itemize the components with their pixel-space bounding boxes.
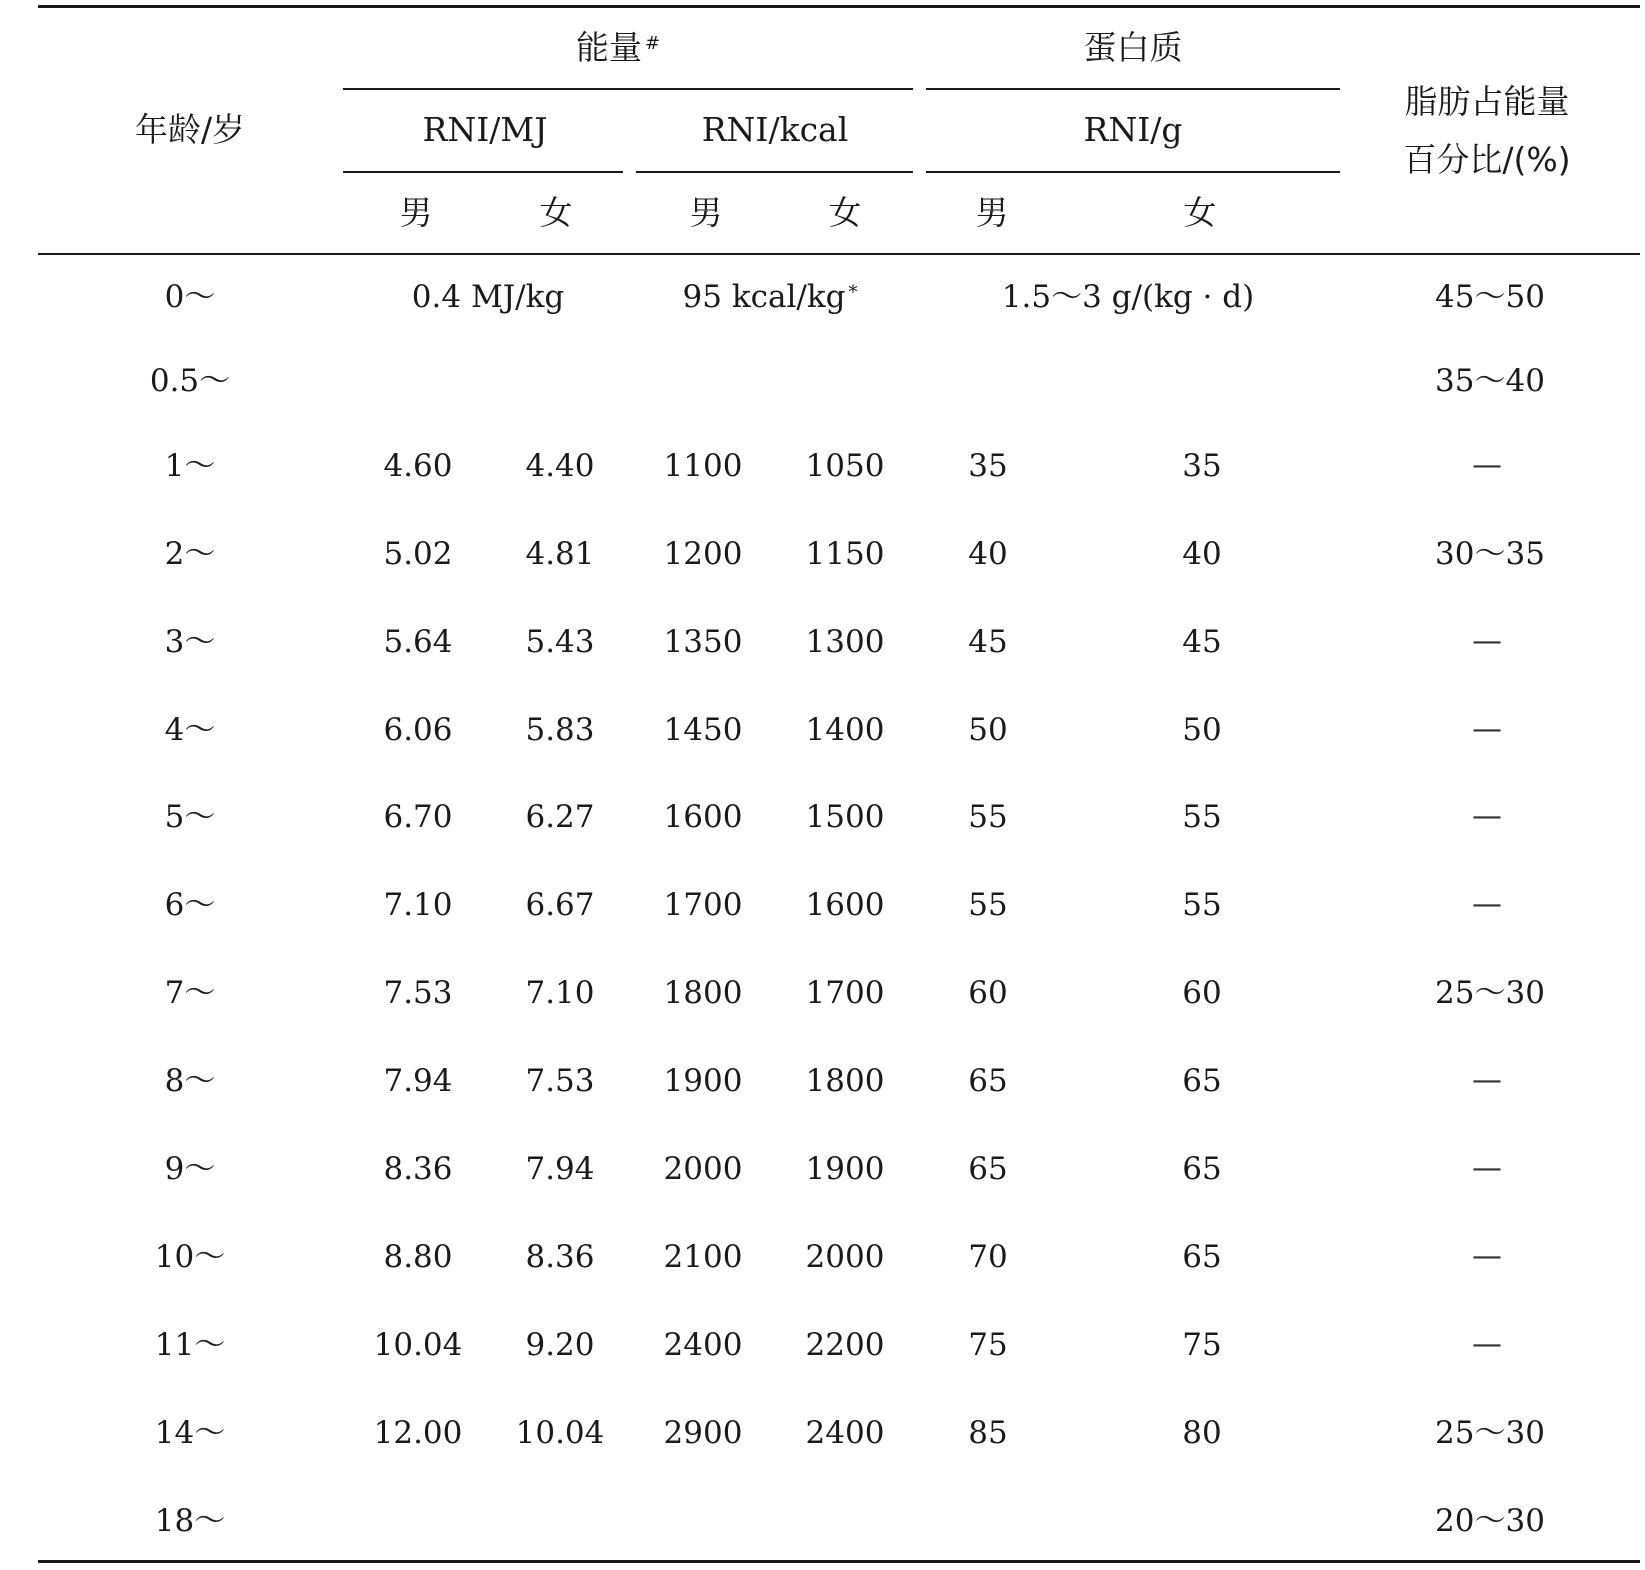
mj-female-cell: 8.36	[525, 1239, 595, 1275]
mj-female-cell: 6.67	[525, 887, 595, 923]
age-cell: 5～	[164, 799, 216, 835]
g-female-cell: 55	[1182, 887, 1222, 923]
header-bottom-rule	[38, 253, 1640, 255]
age-header: 年龄/岁	[134, 110, 246, 149]
mj-male-cell: 6.06	[383, 712, 453, 748]
span-kcal-per-kg	[683, 277, 858, 317]
age-cell: 0.5～	[149, 363, 231, 399]
age-cell: 18～	[154, 1503, 226, 1539]
energy-footnote-mark: #	[644, 33, 661, 54]
fat-cell: —	[1472, 799, 1508, 834]
rni-mj-header: RNI/MJ	[422, 110, 548, 149]
mj-female-cell: 6.27	[525, 799, 595, 835]
kcal-female-cell: 1500	[805, 799, 885, 835]
rni-g-header: RNI/g	[1083, 110, 1183, 149]
kcal-female-cell: 1700	[805, 975, 885, 1011]
fat-cell: 35～40	[1435, 363, 1545, 399]
g-female-cell: 55	[1182, 799, 1222, 835]
kcal-female-cell: 1050	[805, 448, 885, 484]
mj-female-cell: 9.20	[525, 1327, 595, 1363]
age-cell: 2～	[164, 536, 216, 572]
g-female-cell: 40	[1182, 536, 1222, 572]
age-cell: 0～	[164, 279, 216, 315]
age-cell: 14～	[154, 1415, 226, 1451]
g-female-cell: 35	[1182, 448, 1222, 484]
age-cell: 11～	[154, 1327, 226, 1363]
kcal-female-cell: 1400	[805, 712, 885, 748]
age-cell: 7～	[164, 975, 216, 1011]
kcal-male-cell: 2100	[663, 1239, 743, 1275]
kcal-footnote-mark: *	[848, 282, 858, 303]
age-cell: 6～	[164, 887, 216, 923]
g-female-cell: 50	[1182, 712, 1222, 748]
protein-group-rule	[926, 88, 1340, 90]
kcal-male-header: 男	[689, 193, 723, 232]
fat-cell: 25～30	[1435, 975, 1545, 1011]
mj-female-cell: 5.83	[525, 712, 595, 748]
g-male-cell: 85	[968, 1415, 1008, 1451]
age-cell: 10～	[154, 1239, 226, 1275]
g-female-header: 女	[1183, 193, 1217, 232]
g-male-cell: 75	[968, 1327, 1008, 1363]
mj-male-cell: 10.04	[373, 1327, 463, 1363]
span-protein-per-kg: 1.5～3 g/(kg · d)	[1001, 279, 1255, 315]
kcal-male-cell: 2000	[663, 1151, 743, 1187]
kcal-male-cell: 2400	[663, 1327, 743, 1363]
rni-mj-rule	[343, 171, 623, 173]
mj-female-cell: 4.40	[525, 448, 595, 484]
g-male-cell: 40	[968, 536, 1008, 572]
g-female-cell: 80	[1182, 1415, 1222, 1451]
fat-header-line2: 百分比/(%)	[1403, 140, 1571, 179]
mj-male-cell: 7.94	[383, 1063, 453, 1099]
g-male-cell: 55	[968, 887, 1008, 923]
mj-male-header: 男	[399, 193, 433, 232]
age-cell: 3～	[164, 624, 216, 660]
mj-female-header: 女	[539, 193, 573, 232]
mj-male-cell: 4.60	[383, 448, 453, 484]
age-cell: 1～	[164, 448, 216, 484]
kcal-female-cell: 2200	[805, 1327, 885, 1363]
age-cell: 4～	[164, 712, 216, 748]
kcal-female-cell: 1600	[805, 887, 885, 923]
g-male-header: 男	[975, 193, 1009, 232]
mj-male-cell: 5.02	[383, 536, 453, 572]
rni-g-rule	[926, 171, 1340, 173]
fat-cell: —	[1472, 1063, 1508, 1098]
fat-cell: —	[1472, 712, 1508, 747]
fat-header-line1: 脂肪占能量	[1404, 82, 1570, 121]
kcal-female-cell: 1800	[805, 1063, 885, 1099]
span-kcal-label: 95 kcal/kg	[682, 279, 846, 315]
mj-male-cell: 8.80	[383, 1239, 453, 1275]
mj-male-cell: 6.70	[383, 799, 453, 835]
fat-cell: —	[1472, 624, 1508, 659]
mj-male-cell: 7.10	[383, 887, 453, 923]
g-male-cell: 60	[968, 975, 1008, 1011]
g-female-cell: 60	[1182, 975, 1222, 1011]
fat-cell: 45～50	[1435, 279, 1545, 315]
kcal-female-cell: 1900	[805, 1151, 885, 1187]
energy-header-label: 能量	[575, 28, 642, 67]
g-male-cell: 45	[968, 624, 1008, 660]
rni-kcal-rule	[636, 171, 913, 173]
mj-male-cell: 7.53	[383, 975, 453, 1011]
protein-header: 蛋白质	[1083, 28, 1183, 67]
kcal-male-cell: 1450	[663, 712, 743, 748]
kcal-male-cell: 1700	[663, 887, 743, 923]
span-mj-per-kg: 0.4 MJ/kg	[411, 279, 565, 315]
g-male-cell: 65	[968, 1151, 1008, 1187]
kcal-male-cell: 1800	[663, 975, 743, 1011]
fat-cell: 30～35	[1435, 536, 1545, 572]
fat-cell: —	[1472, 448, 1508, 483]
mj-male-cell: 12.00	[373, 1415, 463, 1451]
fat-cell: 20～30	[1435, 1503, 1545, 1539]
age-cell: 9～	[164, 1151, 216, 1187]
g-female-cell: 65	[1182, 1239, 1222, 1275]
mj-female-cell: 7.94	[525, 1151, 595, 1187]
fat-cell: 25～30	[1435, 1415, 1545, 1451]
age-cell: 8～	[164, 1063, 216, 1099]
g-male-cell: 35	[968, 448, 1008, 484]
g-male-cell: 55	[968, 799, 1008, 835]
mj-male-cell: 8.36	[383, 1151, 453, 1187]
mj-female-cell: 5.43	[525, 624, 595, 660]
g-female-cell: 45	[1182, 624, 1222, 660]
energy-header	[576, 28, 660, 68]
g-female-cell: 65	[1182, 1063, 1222, 1099]
mj-female-cell: 10.04	[515, 1415, 605, 1451]
kcal-male-cell: 1100	[663, 448, 743, 484]
mj-female-cell: 7.53	[525, 1063, 595, 1099]
g-female-cell: 75	[1182, 1327, 1222, 1363]
kcal-female-cell: 1300	[805, 624, 885, 660]
fat-cell: —	[1472, 1327, 1508, 1362]
energy-group-rule	[343, 88, 913, 90]
g-male-cell: 65	[968, 1063, 1008, 1099]
table-bottom-rule	[38, 1560, 1640, 1563]
g-male-cell: 50	[968, 712, 1008, 748]
mj-female-cell: 7.10	[525, 975, 595, 1011]
mj-female-cell: 4.81	[525, 536, 595, 572]
g-male-cell: 70	[968, 1239, 1008, 1275]
kcal-female-cell: 2000	[805, 1239, 885, 1275]
kcal-male-cell: 1600	[663, 799, 743, 835]
kcal-male-cell: 2900	[663, 1415, 743, 1451]
fat-cell: —	[1472, 1151, 1508, 1186]
fat-cell: —	[1472, 1239, 1508, 1274]
fat-cell: —	[1472, 887, 1508, 922]
kcal-male-cell: 1900	[663, 1063, 743, 1099]
mj-male-cell: 5.64	[383, 624, 453, 660]
kcal-male-cell: 1350	[663, 624, 743, 660]
rni-kcal-header: RNI/kcal	[701, 110, 849, 149]
kcal-male-cell: 1200	[663, 536, 743, 572]
g-female-cell: 65	[1182, 1151, 1222, 1187]
kcal-female-header: 女	[828, 193, 862, 232]
kcal-female-cell: 2400	[805, 1415, 885, 1451]
kcal-female-cell: 1150	[805, 536, 885, 572]
table-top-rule	[38, 5, 1640, 8]
